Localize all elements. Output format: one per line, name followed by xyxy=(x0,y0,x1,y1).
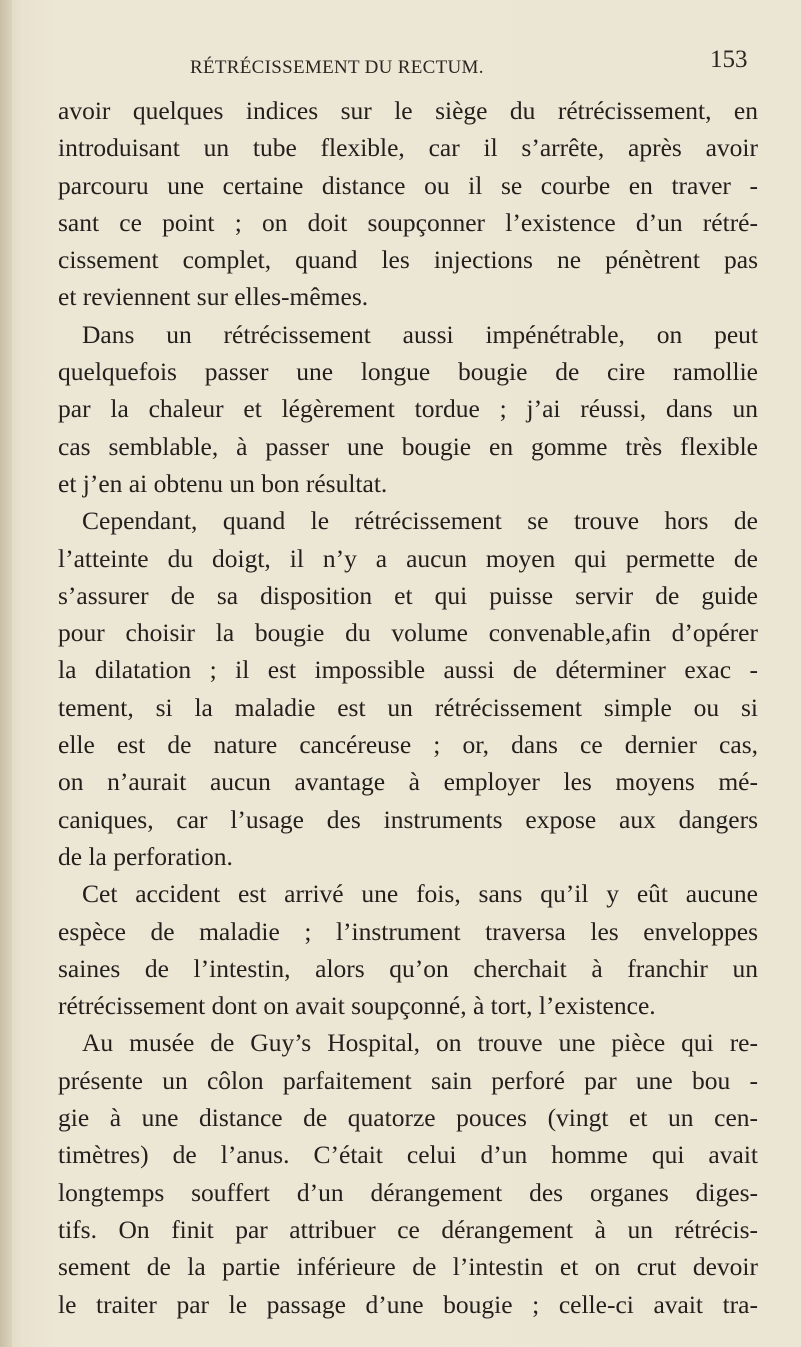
text-line: Cet accident est arrivé une fois, sans qu’il y eût aucune xyxy=(82,879,758,909)
text-line: parcouru une certaine distance ou il se courbe en traver - xyxy=(58,170,758,200)
text-line: et j’en ai obtenu un bon résultat. xyxy=(58,468,388,498)
text-line: présente un côlon parfaitement sain perforé par une bou - xyxy=(58,1065,758,1095)
text-line: et reviennent sur elles-mêmes. xyxy=(58,282,369,312)
text-line: sant ce point ; on doit soupçonner l’existence d’un rétré- xyxy=(58,207,758,237)
text-line: rétrécissement dont on avait soupçonné, à tort, l’existence. xyxy=(58,991,656,1021)
text-line: on n’aurait aucun avantage à employer les moyens mé- xyxy=(58,767,758,797)
text-line: le traiter par le passage d’une bougie ; celle-ci avait tra- xyxy=(58,1289,758,1319)
page-gutter-shadow xyxy=(0,0,12,1347)
text-line: espèce de maladie ; l’instrument traversa les enveloppes xyxy=(58,916,758,946)
text-line: avoir quelques indices sur le siège du rétrécissement, en xyxy=(58,96,758,125)
body-text xyxy=(58,92,758,1323)
text-line: longtemps souffert d’un dérangement des organes diges- xyxy=(58,1177,758,1207)
text-line: sement de la partie inférieure de l’intestin et on crut devoir xyxy=(58,1252,758,1282)
running-header: RÉTRÉCISSEMENT DU RECTUM. xyxy=(190,57,484,78)
text-line: gie à une distance de quatorze pouces (vingt et un cen- xyxy=(58,1103,758,1133)
text-line: introduisant un tube flexible, car il s’arrête, après avoir xyxy=(58,133,758,163)
text-line: la dilatation ; il est impossible aussi de déterminer exac - xyxy=(58,655,758,685)
text-line: tement, si la maladie est un rétrécissement simple ou si xyxy=(58,692,758,722)
text-line: de la perforation. xyxy=(58,841,233,871)
text-line: tifs. On finit par attribuer ce dérangement à un rétrécis- xyxy=(58,1214,758,1244)
text-line: l’atteinte du doigt, il n’y a aucun moyen qui permette de xyxy=(58,543,758,573)
page-number: 153 xyxy=(710,46,748,73)
text-line: cas semblable, à passer une bougie en gomme très flexible xyxy=(58,431,758,461)
text-line: Cependant, quand le rétrécissement se trouve hors de xyxy=(82,506,758,536)
text-line: par la chaleur et légèrement tordue ; j’ai réussi, dans un xyxy=(58,394,758,424)
text-line: Au musée de Guy’s Hospital, on trouve une pièce qui re- xyxy=(82,1028,758,1058)
text-line: cissement complet, quand les injections ne pénètrent pas xyxy=(58,245,758,275)
text-line: elle est de nature cancéreuse ; or, dans ce dernier cas, xyxy=(58,730,758,760)
text-line: caniques, car l’usage des instruments expose aux dangers xyxy=(58,804,758,834)
text-line: saines de l’intestin, alors qu’on cherchait à franchir un xyxy=(58,953,758,983)
text-line: Dans un rétrécissement aussi impénétrable, on peut xyxy=(82,319,758,349)
text-line: s’assurer de sa disposition et qui puisse servir de guide xyxy=(58,580,758,610)
text-line: timètres) de l’anus. C’était celui d’un homme qui avait xyxy=(58,1140,758,1170)
text-line: quelquefois passer une longue bougie de cire ramollie xyxy=(58,357,758,387)
text-line: pour choisir la bougie du volume convenable,afin d’opérer xyxy=(58,618,758,648)
